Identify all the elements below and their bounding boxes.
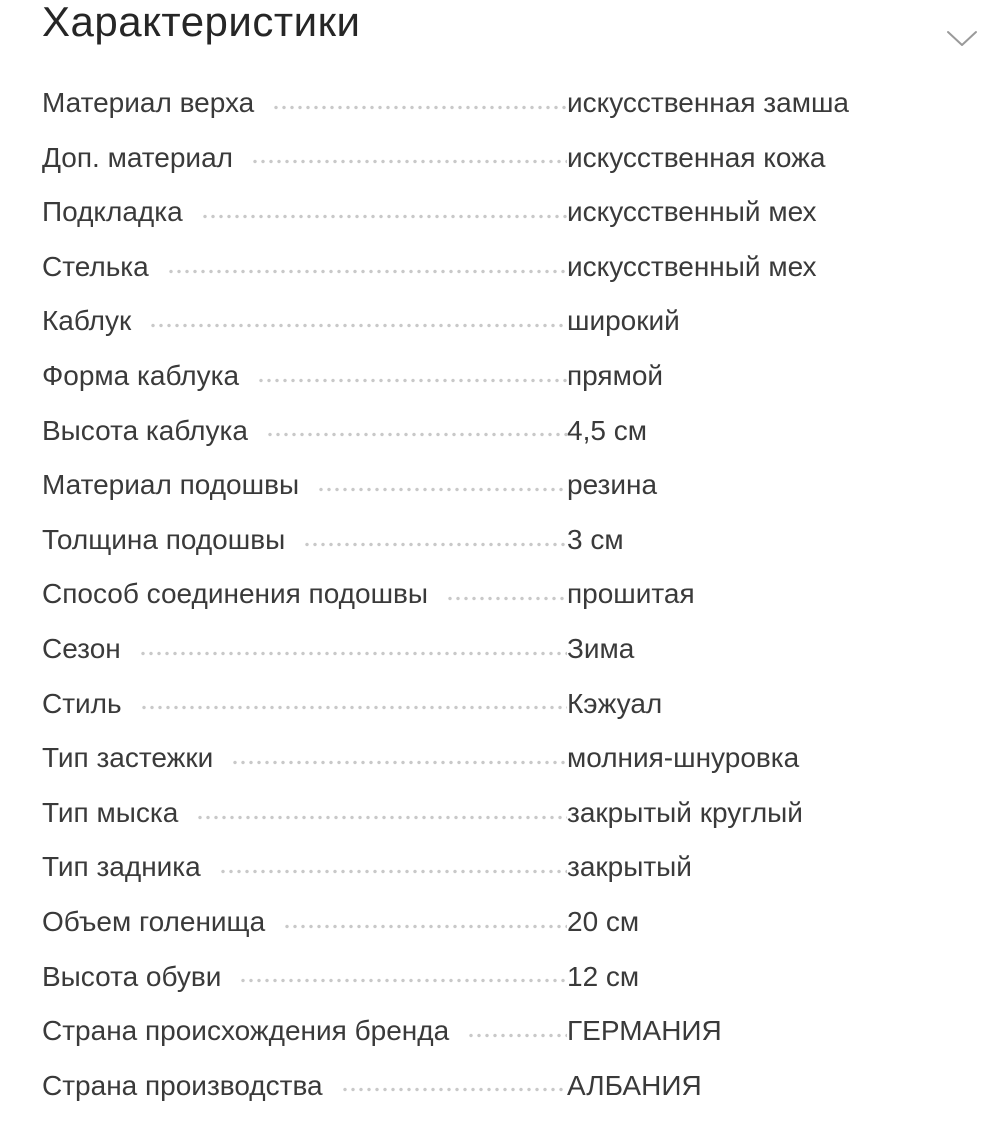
spec-label-cell xyxy=(42,622,567,677)
spec-label-cell xyxy=(42,677,567,732)
spec-label: Каблук xyxy=(42,305,132,337)
spec-value: искусственная кожа xyxy=(567,141,826,173)
collapse-toggle-button[interactable] xyxy=(940,22,984,56)
spec-label: Форма каблука xyxy=(42,359,240,391)
dotted-leader xyxy=(196,815,567,820)
dotted-leader xyxy=(272,105,567,110)
spec-value: прошитая xyxy=(567,578,695,610)
spec-label: Тип застежки xyxy=(42,742,214,774)
spec-label: Материал верха xyxy=(42,87,255,118)
spec-label: Страна производства xyxy=(42,1069,323,1101)
spec-value: 4,5 см xyxy=(567,414,647,446)
section-title: Характеристики xyxy=(42,0,361,45)
spec-value: искусственный мех xyxy=(567,250,817,282)
spec-label: Толщина подошвы xyxy=(42,523,286,555)
dotted-leader xyxy=(201,214,567,219)
chevron-down-icon xyxy=(946,30,978,48)
spec-label-cell xyxy=(42,567,567,622)
dotted-leader xyxy=(219,869,567,874)
spec-label: Стиль xyxy=(42,687,122,719)
spec-label-cell xyxy=(42,1004,567,1059)
spec-label-cell xyxy=(42,895,567,950)
spec-value: прямой xyxy=(567,359,664,391)
spec-row-heel xyxy=(42,294,962,349)
spec-label-cell xyxy=(42,294,567,349)
spec-value: 12 см xyxy=(567,960,640,992)
dotted-leader xyxy=(231,760,567,765)
spec-value: широкий xyxy=(567,305,680,337)
spec-value: искусственная замша xyxy=(567,87,849,118)
dotted-leader xyxy=(283,924,567,929)
spec-label: Высота обуви xyxy=(42,960,222,992)
spec-label-cell xyxy=(42,458,567,513)
spec-row-sole-thickness xyxy=(42,513,962,568)
spec-value: ГЕРМАНИЯ xyxy=(567,1015,722,1047)
spec-label: Объем голенища xyxy=(42,905,266,937)
spec-label-cell xyxy=(42,131,567,186)
spec-label-cell xyxy=(42,76,567,131)
spec-label-cell xyxy=(42,185,567,240)
spec-label: Высота каблука xyxy=(42,414,248,446)
spec-row-shoe-height xyxy=(42,950,962,1005)
spec-label-cell xyxy=(42,840,567,895)
spec-row-sole-material xyxy=(42,458,962,513)
dotted-leader xyxy=(239,978,567,983)
spec-label: Тип мыска xyxy=(42,796,179,828)
specs-list xyxy=(42,76,962,1113)
spec-label-cell xyxy=(42,240,567,295)
spec-value: закрытый xyxy=(567,851,692,883)
spec-label: Материал подошвы xyxy=(42,469,300,501)
spec-value: 3 см xyxy=(567,523,624,555)
spec-label-cell xyxy=(42,404,567,459)
spec-label-cell xyxy=(42,731,567,786)
spec-value: Зима xyxy=(567,632,635,664)
spec-row-heel-shape xyxy=(42,349,962,404)
dotted-leader xyxy=(446,596,567,601)
dotted-leader xyxy=(140,705,567,710)
spec-label: Способ соединения подошвы xyxy=(42,578,429,610)
spec-label: Страна происхождения бренда xyxy=(42,1015,450,1047)
dotted-leader xyxy=(257,378,567,383)
section-header xyxy=(0,0,1000,70)
spec-row-season xyxy=(42,622,962,677)
dotted-leader xyxy=(266,432,567,437)
dotted-leader xyxy=(317,487,567,492)
spec-row-fastener-type xyxy=(42,731,962,786)
spec-row-toe-type xyxy=(42,786,962,841)
spec-value: молния-шнуровка xyxy=(567,742,800,774)
dotted-leader xyxy=(149,323,567,328)
spec-row-brand-country xyxy=(42,1004,962,1059)
dotted-leader xyxy=(251,159,567,164)
spec-row-upper-material xyxy=(42,76,962,131)
spec-row-insole xyxy=(42,240,962,295)
dotted-leader xyxy=(167,269,567,274)
spec-value: Кэжуал xyxy=(567,687,663,719)
spec-label: Тип задника xyxy=(42,851,201,883)
spec-label-cell xyxy=(42,349,567,404)
spec-label-cell xyxy=(42,1059,567,1114)
spec-row-shaft-volume xyxy=(42,895,962,950)
spec-label-cell xyxy=(42,950,567,1005)
spec-row-lining xyxy=(42,185,962,240)
spec-label: Сезон xyxy=(42,632,121,664)
spec-row-production-country xyxy=(42,1059,962,1114)
spec-value: АЛБАНИЯ xyxy=(567,1069,702,1101)
spec-label: Подкладка xyxy=(42,196,183,228)
spec-value: искусственный мех xyxy=(567,196,817,228)
dotted-leader xyxy=(467,1033,567,1038)
spec-value: резина xyxy=(567,469,658,501)
spec-row-sole-attachment xyxy=(42,567,962,622)
spec-row-heel-height xyxy=(42,404,962,459)
spec-label-cell xyxy=(42,513,567,568)
spec-label: Стелька xyxy=(42,250,149,282)
spec-row-extra-material xyxy=(42,131,962,186)
spec-row-style xyxy=(42,677,962,732)
dotted-leader xyxy=(341,1087,567,1092)
spec-label-cell xyxy=(42,786,567,841)
dotted-leader xyxy=(303,542,567,547)
dotted-leader xyxy=(139,651,567,656)
spec-value: закрытый круглый xyxy=(567,796,803,828)
spec-row-back-type xyxy=(42,840,962,895)
spec-label: Доп. материал xyxy=(42,141,233,173)
spec-value: 20 см xyxy=(567,905,640,937)
